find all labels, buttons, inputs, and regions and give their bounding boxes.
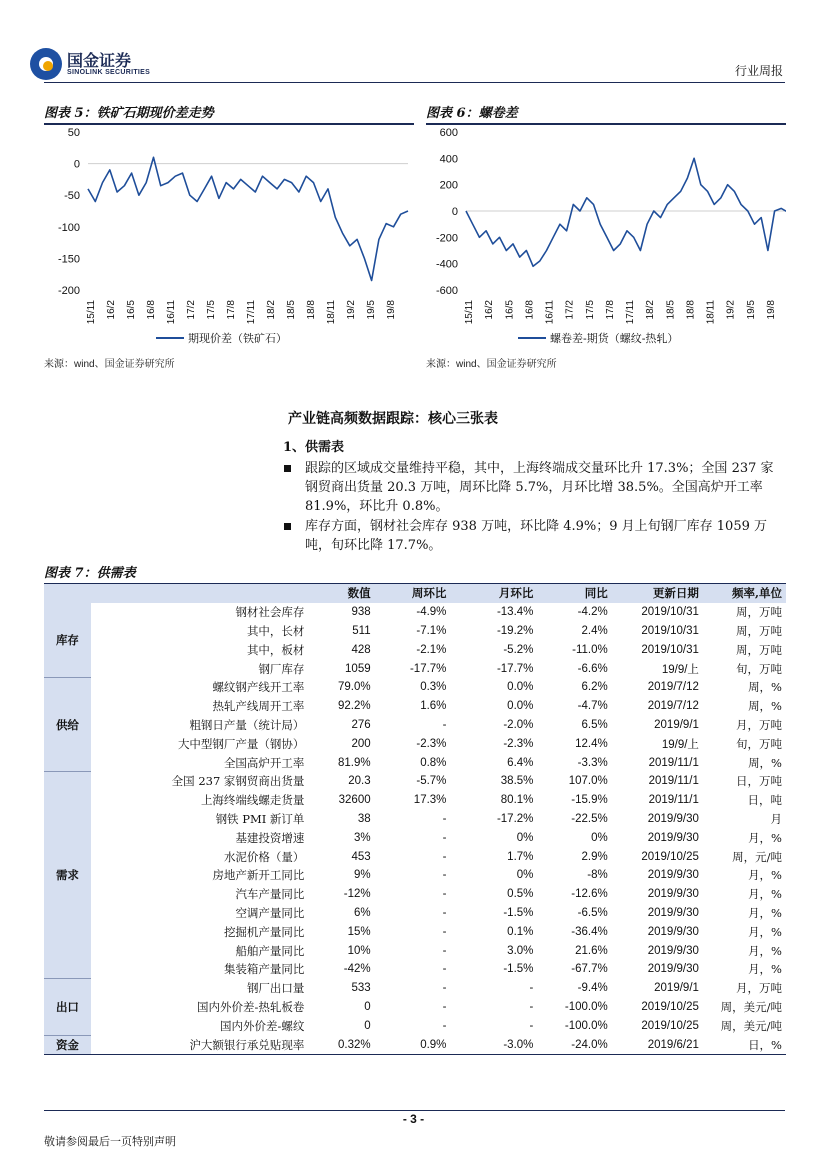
category-cell: 库存 — [44, 603, 91, 678]
y-tick-label: -150 — [57, 253, 80, 266]
series-line — [466, 158, 786, 266]
table-row — [44, 697, 786, 716]
cell-name: 钢厂库存 — [91, 659, 309, 678]
category-cell: 供给 — [44, 678, 91, 772]
x-tick-label: 17/5 — [584, 300, 596, 320]
cell-value: 81.9% — [338, 756, 371, 769]
x-tick-label: 15/11 — [86, 300, 97, 325]
table-row — [44, 772, 786, 791]
cell-name: 螺纹钢产线开工率 — [91, 678, 309, 697]
cell-date: 2019/6/21 — [612, 1035, 703, 1055]
bullet-1 — [284, 459, 784, 516]
cell-yoy: -12.6% — [571, 888, 608, 901]
section-subtitle: 1、供需表 — [283, 440, 345, 455]
chart5-source: 来源：wind、国金证券研究所 — [44, 359, 175, 370]
cell-yoy: 6.2% — [581, 681, 608, 694]
cell-date: 2019/9/30 — [647, 812, 699, 825]
cell-yoy: 21.6% — [575, 944, 608, 957]
cell-unit: 月，% — [748, 962, 782, 977]
cell-date: 2019/7/12 — [647, 681, 699, 694]
cell-mom: 0.0% — [507, 681, 534, 694]
cell-date: 2019/9/30 — [647, 888, 699, 901]
y-tick-label: -200 — [57, 285, 80, 297]
cell-mom: 3.0% — [507, 944, 534, 957]
table-row — [44, 791, 786, 810]
cell-value: 10% — [347, 944, 371, 957]
cell-date: 2019/9/30 — [647, 906, 699, 919]
bullet-2 — [284, 517, 784, 555]
cell-value: 276 — [351, 718, 371, 731]
table-row — [44, 998, 786, 1017]
cell-mom: 0.5% — [507, 888, 534, 901]
header-yoy: 同比 — [537, 584, 611, 603]
cell-name: 船舶产量同比 — [91, 941, 309, 960]
cell-value: -42% — [343, 963, 371, 976]
cell-wow: 0.8% — [420, 756, 447, 769]
cell-date: 2019/10/25 — [641, 1019, 699, 1032]
table-row — [44, 659, 786, 678]
cell-yoy: -11.0% — [572, 643, 608, 656]
cell-unit: 月，万吨 — [736, 717, 782, 732]
cell-name: 大中型钢厂产量（钢协） — [91, 734, 309, 753]
cell-unit: 旬，万吨 — [736, 661, 782, 676]
x-tick-label: 18/8 — [306, 300, 317, 320]
cell-unit: 周，美元/吨 — [720, 999, 782, 1014]
cell-mom: -17.2% — [496, 812, 534, 825]
x-tick-label: 18/8 — [685, 300, 697, 320]
cell-mom: -19.2% — [496, 624, 534, 637]
cell-mom: 80.1% — [500, 794, 534, 807]
cell-mom: 0% — [516, 831, 534, 844]
x-tick-label: 19/2 — [346, 300, 357, 320]
cell-unit: 月，% — [748, 943, 782, 958]
category-cell: 出口 — [44, 979, 91, 1035]
company-logo — [30, 48, 150, 80]
cell-value: 428 — [351, 643, 371, 656]
x-tick-label: 17/5 — [206, 300, 217, 320]
cell-name: 钢材社会库存 — [91, 603, 309, 622]
cell-mom: -2.0% — [503, 718, 534, 731]
cell-wow: - — [442, 831, 447, 844]
table-row — [44, 716, 786, 735]
cell-date: 2019/9/1 — [654, 982, 699, 995]
category-cell: 资金 — [44, 1035, 91, 1055]
cell-yoy: -36.4% — [571, 925, 608, 938]
cell-value: 511 — [352, 624, 371, 637]
cell-yoy: 0% — [591, 831, 608, 844]
cell-wow: 17.3% — [413, 794, 447, 807]
cell-wow: - — [442, 812, 447, 825]
x-tick-label: 16/5 — [504, 300, 516, 320]
cell-date: 2019/9/30 — [647, 869, 699, 882]
x-tick-label: 17/8 — [226, 300, 237, 320]
table-row — [44, 885, 786, 904]
cell-name: 集装箱产量同比 — [91, 960, 309, 979]
y-tick-label: 0 — [451, 206, 458, 218]
x-tick-label: 16/5 — [126, 300, 137, 320]
table-row — [44, 960, 786, 979]
header-value: 数值 — [308, 584, 374, 603]
y-tick-label: 600 — [439, 127, 458, 139]
cell-value: 938 — [351, 606, 371, 619]
x-tick-label: 18/2 — [645, 300, 657, 320]
bullet-square-icon — [284, 465, 291, 472]
cell-mom: -3.0% — [450, 1035, 537, 1055]
chart6-plot — [426, 124, 786, 352]
cell-value: 20.3 — [348, 775, 371, 788]
header-date: 更新日期 — [612, 584, 703, 603]
table-row — [44, 810, 786, 829]
table-row — [44, 904, 786, 923]
cell-wow: 0.3% — [420, 681, 447, 694]
cell-yoy: 107.0% — [568, 775, 608, 788]
cell-name: 国内外价差-螺纹 — [91, 1016, 309, 1035]
x-tick-label: 18/11 — [705, 300, 717, 325]
header-cat — [44, 584, 91, 603]
cell-wow: -7.1% — [416, 624, 447, 637]
cell-unit: 日，万吨 — [736, 774, 782, 789]
cell-mom: -17.7% — [496, 662, 534, 675]
cell-name: 房地产新开工同比 — [91, 866, 309, 885]
y-tick-label: -100 — [57, 221, 80, 234]
cell-wow: - — [442, 850, 447, 863]
cell-name: 热轧产线周开工率 — [91, 697, 309, 716]
cell-date: 2019/10/25 — [641, 850, 699, 863]
x-tick-label: 17/2 — [186, 300, 197, 320]
cell-unit: 月，万吨 — [736, 981, 782, 996]
cell-date: 2019/7/12 — [647, 700, 699, 713]
x-tick-label: 18/5 — [665, 300, 677, 320]
cell-wow: -4.9% — [416, 606, 447, 619]
header-wow: 周环比 — [375, 584, 451, 603]
cell-unit: 月，% — [748, 887, 782, 902]
logo-cn: 国金证券 — [67, 50, 132, 70]
cell-value: 0 — [364, 1000, 371, 1013]
table-row — [44, 847, 786, 866]
x-tick-label: 16/11 — [166, 300, 177, 325]
chart6-title: 图表 6：螺卷差 — [426, 102, 786, 125]
cell-yoy: -67.7% — [571, 963, 608, 976]
table-row — [44, 753, 786, 772]
cell-wow: -2.1% — [416, 643, 447, 656]
cell-mom: 1.7% — [507, 850, 534, 863]
cell-unit: 周，元/吨 — [732, 849, 782, 864]
bullet-square-icon — [284, 523, 291, 530]
header-divider — [44, 82, 785, 83]
cell-date: 2019/9/30 — [647, 831, 699, 844]
cell-yoy: -4.2% — [577, 606, 608, 619]
cell-unit: 月，% — [748, 924, 782, 939]
cell-name: 钢铁 PMI 新订单 — [91, 810, 309, 829]
x-tick-label: 16/8 — [524, 300, 536, 320]
cell-mom: - — [529, 982, 534, 995]
cell-name: 汽车产量同比 — [91, 885, 309, 904]
cell-date: 2019/10/31 — [641, 606, 699, 619]
cell-value: 1059 — [345, 662, 371, 675]
x-tick-label: 16/2 — [106, 300, 117, 320]
cell-date: 2019/9/30 — [647, 963, 699, 976]
cell-wow: - — [442, 888, 447, 901]
y-tick-label: -50 — [64, 190, 80, 203]
table7-title: 图表 7：供需表 — [44, 562, 786, 585]
x-tick-label: 17/2 — [564, 300, 576, 320]
cell-yoy: -8% — [587, 869, 608, 882]
cell-yoy: -4.7% — [577, 700, 608, 713]
cell-date: 2019/10/31 — [641, 643, 699, 656]
x-tick-label: 19/5 — [745, 300, 757, 320]
cell-value: 0 — [364, 1019, 371, 1032]
header-mom: 月环比 — [450, 584, 537, 603]
x-tick-label: 18/2 — [266, 300, 277, 320]
cell-unit: 月 — [770, 811, 782, 826]
cell-unit: 月，% — [748, 830, 782, 845]
cell-name: 其中，板材 — [91, 640, 309, 659]
table-row — [44, 941, 786, 960]
cell-value: 0.32% — [308, 1035, 374, 1055]
cell-mom: 0% — [516, 869, 534, 882]
cell-wow: -2.3% — [416, 737, 447, 750]
cell-yoy: -6.5% — [577, 906, 608, 919]
table-row — [44, 979, 786, 998]
cell-unit: 周，% — [748, 699, 782, 714]
x-tick-label: 16/8 — [146, 300, 157, 320]
cell-wow: - — [442, 963, 447, 976]
bullet-1-text: 跟踪的区域成交量维持平稳，其中，上海终端成交量环比升 17.3%；全国 237 家钢贸商出货量 20.3 万吨，周环比降 5.7%，月环比增 38.5%。全国高炉开工率 81.9%，环比升 0.8%。 — [305, 461, 774, 514]
cell-date: 19/9/上 — [661, 663, 699, 676]
chart5-title: 图表 5：铁矿石期现价差走势 — [44, 102, 414, 125]
cell-yoy: 2.4% — [581, 624, 608, 637]
cell-date: 2019/9/30 — [647, 925, 699, 938]
cell-name: 空调产量同比 — [91, 904, 309, 923]
cell-date: 2019/9/1 — [654, 718, 699, 731]
cell-yoy: -24.0% — [537, 1035, 611, 1055]
cell-mom: -2.3% — [503, 737, 534, 750]
cell-name: 全国 237 家钢贸商出货量 — [91, 772, 309, 791]
cell-name: 全国高炉开工率 — [91, 753, 309, 772]
cell-name: 国内外价差-热轧板卷 — [91, 998, 309, 1017]
cell-mom: -13.4% — [496, 606, 534, 619]
table-row — [44, 622, 786, 641]
cell-name: 粗钢日产量（统计局） — [91, 716, 309, 735]
cell-yoy: -15.9% — [571, 794, 608, 807]
cell-date: 2019/11/1 — [648, 775, 699, 788]
cell-name: 钢厂出口量 — [91, 979, 309, 998]
x-tick-label: 19/2 — [725, 300, 737, 320]
cell-value: 38 — [357, 812, 371, 825]
cell-unit: 周，% — [748, 680, 782, 695]
table-row — [44, 922, 786, 941]
cell-value: 3% — [354, 831, 371, 844]
logo-en: SINOLINK SECURITIES — [67, 68, 151, 76]
cell-wow: -17.7% — [409, 662, 447, 675]
cell-wow: -5.7% — [416, 775, 447, 788]
x-tick-label: 19/8 — [386, 300, 397, 320]
cell-value: 453 — [351, 850, 371, 863]
legend-label: 螺卷差-期货（螺纹-热轧） — [550, 332, 679, 345]
cell-date: 2019/11/1 — [648, 794, 699, 807]
footer-divider — [44, 1110, 785, 1111]
cell-mom: 38.5% — [500, 775, 534, 788]
cell-yoy: -100.0% — [564, 1000, 608, 1013]
cell-mom: -5.2% — [503, 643, 534, 656]
section-title: 产业链高频数据跟踪：核心三张表 — [288, 411, 498, 427]
y-tick-label: 50 — [67, 127, 80, 139]
cell-date: 2019/9/30 — [647, 944, 699, 957]
cell-unit: 周，万吨 — [736, 605, 782, 620]
chart6-source: 来源：wind、国金证券研究所 — [426, 359, 557, 370]
table-row — [44, 1035, 786, 1055]
x-tick-label: 18/5 — [286, 300, 297, 320]
cell-date: 2019/11/1 — [648, 756, 699, 769]
table-row — [44, 1016, 786, 1035]
cell-value: 15% — [347, 925, 371, 938]
cell-yoy: 12.4% — [575, 737, 608, 750]
cell-wow: 1.6% — [420, 700, 447, 713]
table-row — [44, 640, 786, 659]
category-cell: 需求 — [44, 772, 91, 979]
cell-wow: - — [442, 718, 447, 731]
cell-value: 79.0% — [338, 681, 371, 694]
table-row — [44, 866, 786, 885]
cell-mom: 0.0% — [507, 700, 534, 713]
y-tick-label: 400 — [439, 153, 458, 166]
x-tick-label: 18/11 — [326, 300, 337, 325]
y-tick-label: -600 — [435, 285, 458, 297]
table-row — [44, 603, 786, 622]
table-header-row — [44, 584, 786, 603]
cell-value: 6% — [354, 906, 371, 919]
cell-wow: 0.9% — [375, 1035, 451, 1055]
cell-wow: - — [442, 982, 447, 995]
header-unit: 频率,单位 — [703, 584, 786, 603]
cell-unit: 日，吨 — [747, 793, 782, 808]
cell-unit: 月，% — [748, 905, 782, 920]
cell-yoy: -100.0% — [564, 1019, 608, 1032]
cell-mom: -1.5% — [503, 963, 534, 976]
cell-wow: - — [442, 869, 447, 882]
cell-wow: - — [442, 944, 447, 957]
cell-wow: - — [442, 906, 447, 919]
cell-value: 200 — [351, 737, 371, 750]
cell-unit: 日，% — [703, 1035, 786, 1055]
x-tick-label: 17/11 — [625, 300, 637, 325]
x-tick-label: 19/8 — [765, 300, 777, 320]
cell-date: 19/9/上 — [661, 738, 699, 751]
table-row — [44, 678, 786, 697]
x-tick-label: 16/11 — [544, 300, 556, 325]
cell-value: 533 — [351, 982, 371, 995]
y-tick-label: -200 — [435, 232, 458, 245]
bullet-2-text: 库存方面，钢材社会库存 938 万吨，环比降 4.9%；9 月上旬钢厂库存 1059 万吨，旬环比降 17.7%。 — [305, 519, 767, 553]
cell-yoy: 6.5% — [581, 718, 608, 731]
cell-unit: 周，美元/吨 — [720, 1018, 782, 1033]
series-line — [88, 157, 408, 280]
chart5-plot — [44, 124, 414, 352]
report-type: 行业周报 — [734, 64, 783, 78]
cell-unit: 旬，万吨 — [736, 736, 782, 751]
legend-label: 期现价差（铁矿石） — [188, 332, 287, 345]
cell-unit: 周，万吨 — [736, 642, 782, 657]
x-tick-label: 17/11 — [246, 300, 257, 325]
cell-unit: 月，% — [748, 868, 782, 883]
header-name — [91, 584, 309, 603]
footer-note: 敬请参阅最后一页特别声明 — [44, 1135, 176, 1148]
cell-wow: - — [442, 1000, 447, 1013]
table-row — [44, 828, 786, 847]
cell-name: 水泥价格（量） — [91, 847, 309, 866]
cell-yoy: -6.6% — [577, 662, 608, 675]
cell-yoy: -22.5% — [571, 812, 608, 825]
y-tick-label: 0 — [73, 158, 80, 171]
cell-value: -12% — [343, 888, 371, 901]
logo-icon — [30, 48, 62, 80]
cell-value: 92.2% — [338, 700, 371, 713]
y-tick-label: 200 — [439, 179, 458, 192]
cell-yoy: -9.4% — [577, 982, 608, 995]
cell-name: 挖掘机产量同比 — [91, 922, 309, 941]
x-tick-label: 15/11 — [464, 300, 476, 325]
cell-unit: 周，万吨 — [736, 623, 782, 638]
cell-wow: - — [442, 925, 447, 938]
cell-mom: 6.4% — [507, 756, 534, 769]
x-tick-label: 16/2 — [484, 300, 496, 320]
supply-demand-table — [44, 584, 786, 1055]
cell-name: 其中，长材 — [91, 622, 309, 641]
cell-date: 2019/10/25 — [641, 1000, 699, 1013]
cell-name: 基建投资增速 — [91, 828, 309, 847]
cell-yoy: 2.9% — [581, 850, 608, 863]
y-tick-label: -400 — [435, 258, 458, 271]
cell-name: 沪大额银行承兑贴现率 — [91, 1035, 309, 1055]
cell-mom: 0.1% — [507, 925, 534, 938]
cell-name: 上海终端线螺走货量 — [91, 791, 309, 810]
x-tick-label: 17/8 — [604, 300, 616, 320]
cell-mom: - — [529, 1000, 534, 1013]
cell-wow: - — [442, 1019, 447, 1032]
cell-value: 32600 — [338, 794, 371, 807]
page-number: - 3 - — [402, 1112, 425, 1126]
cell-unit: 周，% — [748, 755, 782, 770]
cell-value: 9% — [354, 869, 371, 882]
x-tick-label: 19/5 — [366, 300, 377, 320]
cell-mom: -1.5% — [503, 906, 534, 919]
cell-mom: - — [529, 1019, 534, 1032]
table-row — [44, 734, 786, 753]
cell-yoy: -3.3% — [577, 756, 608, 769]
cell-date: 2019/10/31 — [641, 624, 699, 637]
